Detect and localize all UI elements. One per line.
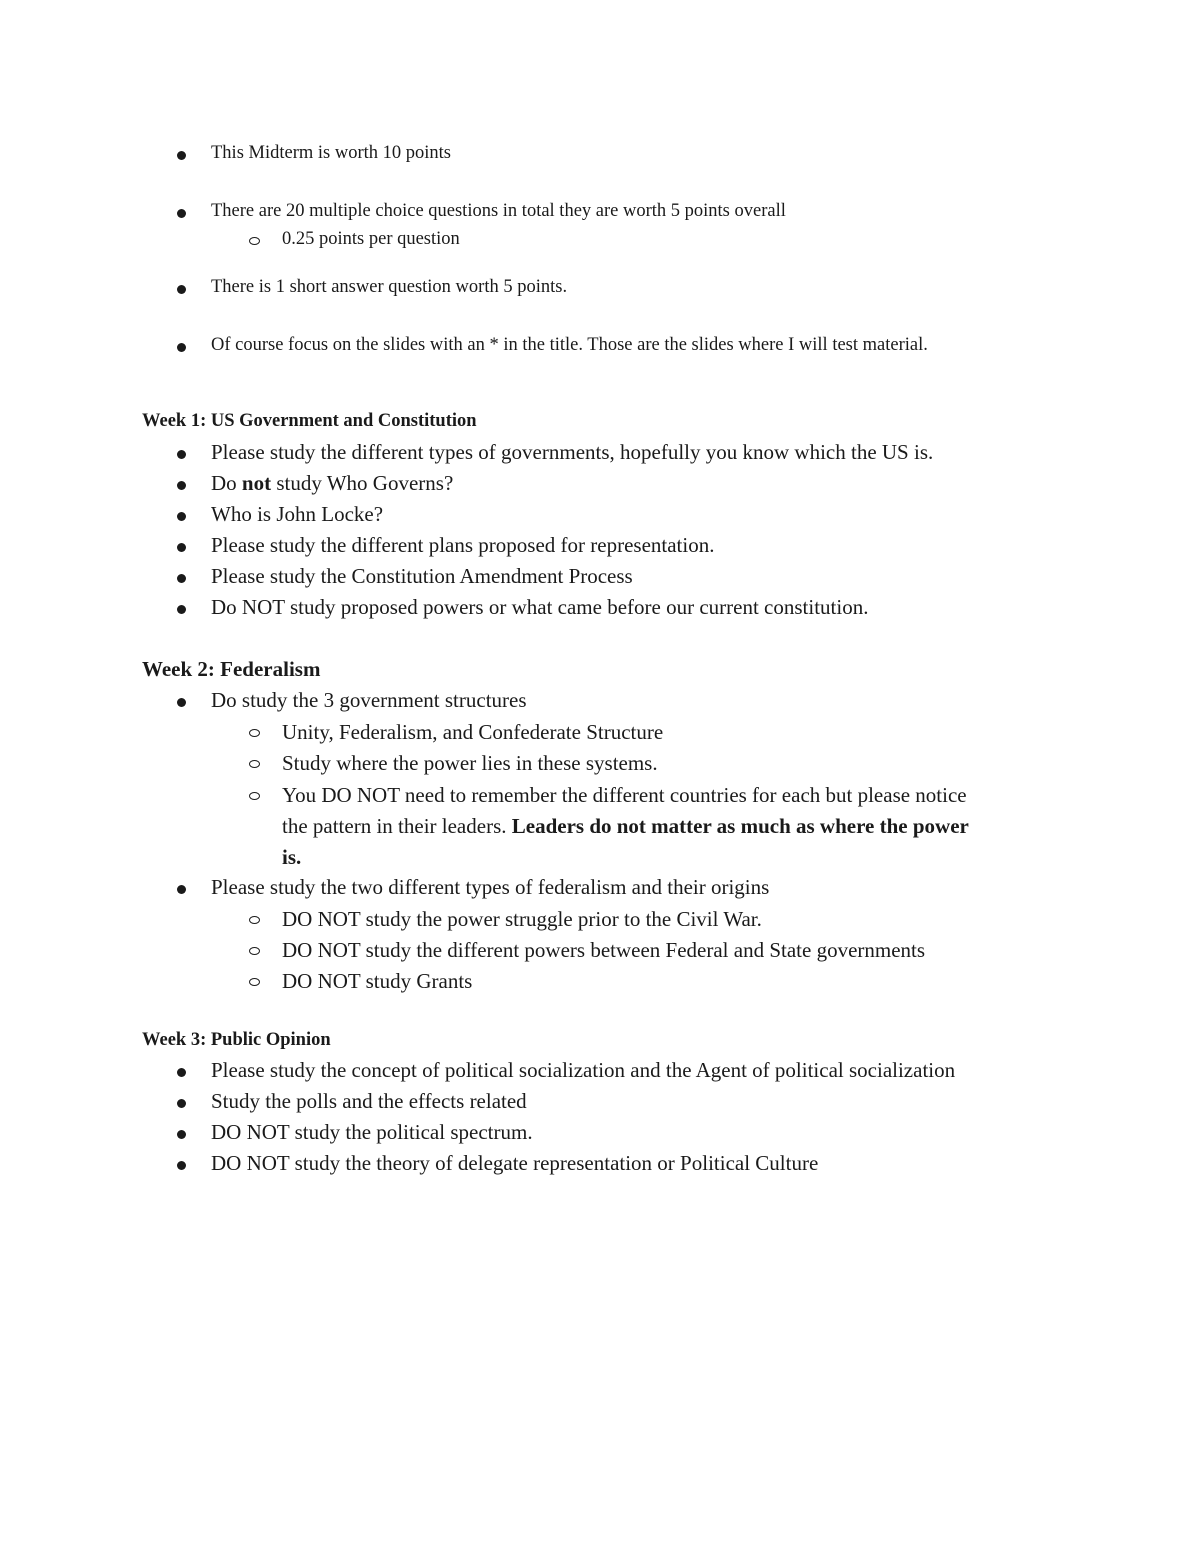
week2-item: Do study the 3 government structures <box>211 688 527 712</box>
bullet-icon <box>177 543 186 552</box>
week1-item: Please study the different plans proposed for representation. <box>211 533 715 557</box>
intro-subitem: 0.25 points per question <box>282 229 460 249</box>
sub-bullet-icon <box>249 729 260 737</box>
week1-item: Do NOT study proposed powers or what came before our current constitution. <box>211 595 869 619</box>
bullet-icon <box>177 1161 186 1170</box>
sub-bullet-icon <box>249 978 260 986</box>
intro-item: This Midterm is worth 10 points <box>211 143 451 163</box>
week2-subitem: DO NOT study the power struggle prior to the Civil War. <box>282 907 762 931</box>
sub-bullet-icon <box>249 947 260 955</box>
intro-item: There is 1 short answer question worth 5 points. <box>211 277 568 297</box>
bullet-icon <box>177 481 186 490</box>
week2-heading: Week 2: Federalism <box>142 657 321 681</box>
week1-item: Who is John Locke? <box>211 502 384 526</box>
week2-subitem-bold: Leaders do not matter as much as where the power <box>511 814 969 838</box>
sub-bullet-icon <box>249 760 260 768</box>
week2-subitem-pre: the pattern in their leaders. <box>282 814 512 838</box>
week3-item: DO NOT study the theory of delegate representation or Political Culture <box>211 1151 819 1175</box>
week3-item: DO NOT study the political spectrum. <box>211 1120 533 1144</box>
sub-bullet-icon <box>249 792 260 800</box>
week2-subitem: DO NOT study Grants <box>282 969 473 993</box>
week2-subitem-bold: is. <box>282 845 302 869</box>
bullet-icon <box>177 1099 186 1108</box>
week2-subitem-cont <box>282 814 969 839</box>
week3-item: Please study the concept of political socialization and the Agent of political socialization <box>211 1058 956 1082</box>
bullet-icon <box>177 605 186 614</box>
intro-item: Of course focus on the slides with an * in the title. Those are the slides where I will test material. <box>211 335 928 355</box>
bullet-icon <box>177 1068 186 1077</box>
week2-subitem-cont <box>282 845 301 870</box>
bullet-icon <box>177 151 186 160</box>
bullet-icon <box>177 574 186 583</box>
week1-item: Please study the Constitution Amendment Process <box>211 564 633 588</box>
bullet-icon <box>177 1130 186 1139</box>
week3-item: Study the polls and the effects related <box>211 1089 527 1113</box>
week2-subitem: Unity, Federalism, and Confederate Structure <box>282 720 664 744</box>
week1-item-post: study Who Governs? <box>271 471 454 495</box>
bullet-icon <box>177 698 186 707</box>
bullet-icon <box>177 512 186 521</box>
week1-item-pre: Do <box>211 471 242 495</box>
bullet-icon <box>177 285 186 294</box>
bullet-icon <box>177 885 186 894</box>
week2-subitem: Study where the power lies in these systems. <box>282 751 658 775</box>
week2-item: Please study the two different types of federalism and their origins <box>211 875 770 899</box>
bullet-icon <box>177 343 186 352</box>
bullet-icon <box>177 450 186 459</box>
sub-bullet-icon <box>249 916 260 924</box>
sub-bullet-icon <box>249 237 260 245</box>
week1-item: Please study the different types of governments, hopefully you know which the US is. <box>211 440 934 464</box>
week3-heading: Week 3: Public Opinion <box>142 1030 331 1050</box>
week2-subitem: DO NOT study the different powers between Federal and State governments <box>282 938 926 962</box>
intro-item: There are 20 multiple choice questions in total they are worth 5 points overall <box>211 201 786 221</box>
bullet-icon <box>177 209 186 218</box>
week1-item <box>211 471 453 496</box>
week1-heading: Week 1: US Government and Constitution <box>142 411 477 431</box>
week1-item-bold: not <box>241 471 272 495</box>
week2-subitem: You DO NOT need to remember the different countries for each but please notice <box>282 783 967 807</box>
